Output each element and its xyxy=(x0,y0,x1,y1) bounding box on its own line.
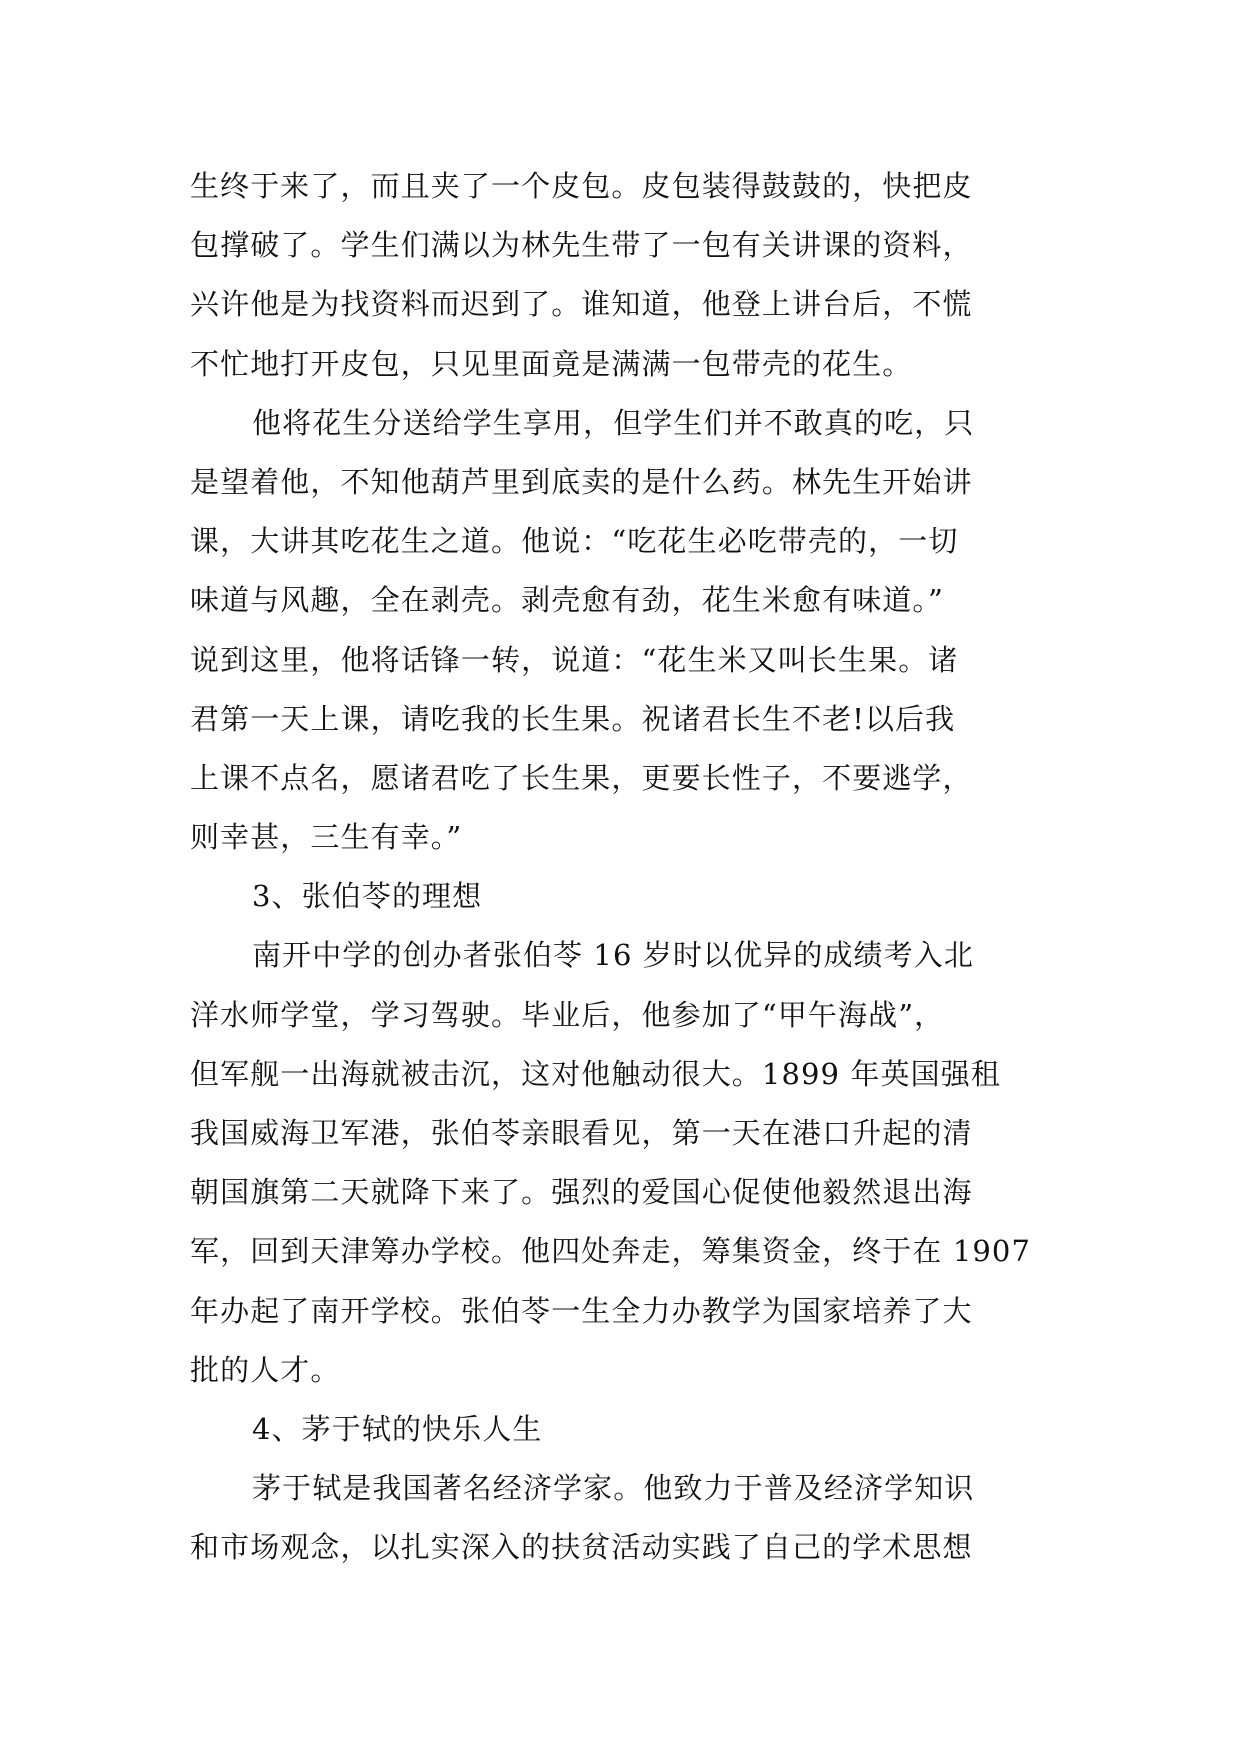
section-heading: 4、茅于轼的快乐人生 xyxy=(252,1411,543,1446)
paragraph-start-line: 南开中学的创办者张伯苓 16 岁时以优异的成绩考入北 xyxy=(252,938,974,973)
text-line: 洋水师学堂，学习驾驶。毕业后，他参加了“甲午海战”， xyxy=(190,997,945,1032)
text-line: 味道与风趣，全在剥壳。剥壳愈有劲，花生米愈有味道。” xyxy=(190,583,944,618)
text-line: 我国威海卫军港，张伯苓亲眼看见，第一天在港口升起的清 xyxy=(190,1116,973,1150)
text-line: 说到这里，他将话锋一转，说道：“花生米又叫长生果。诸 xyxy=(190,642,959,677)
text-line: 朝国旗第二天就降下来了。强烈的爱国心促使他毅然退出海 xyxy=(190,1175,973,1210)
text-line: 生终于来了，而且夹了一个皮包。皮包装得鼓鼓的，快把皮 xyxy=(190,169,973,203)
text-line: 年办起了南开学校。张伯苓一生全力办教学为国家培养了大 xyxy=(190,1293,973,1328)
text-line: 和市场观念，以扎实深入的扶贫活动实践了自己的学术思想 xyxy=(190,1530,973,1565)
paragraph-start-line: 他将花生分送给学生享用，但学生们并不敢真的吃，只 xyxy=(252,405,975,440)
paragraph-start-line: 茅于轼是我国著名经济学家。他致力于普及经济学知识 xyxy=(252,1471,975,1506)
text-line: 上课不点名，愿诸君吃了长生果，更要长性子，不要逃学， xyxy=(190,760,973,795)
text-line: 是望着他，不知他葫芦里到底卖的是什么药。林先生开始讲 xyxy=(190,464,973,499)
text-line: 君第一天上课，请吃我的长生果。祝诸君长生不老!以后我 xyxy=(190,701,956,736)
text-line: 批的人才。 xyxy=(190,1352,341,1387)
text-line: 则幸甚，三生有幸。” xyxy=(190,820,463,855)
text-line: 包撑破了。学生们满以为林先生带了一包有关讲课的资料， xyxy=(190,228,973,263)
document-body xyxy=(190,157,1052,1578)
text-line: 兴许他是为找资料而迟到了。谁知道，他登上讲台后，不慌 xyxy=(190,287,973,322)
text-line: 军，回到天津筹办学校。他四处奔走，筹集资金，终于在 1907 xyxy=(190,1234,1032,1269)
section-heading: 3、张伯苓的理想 xyxy=(252,879,483,914)
text-line: 不忙地打开皮包，只见里面竟是满满一包带壳的花生。 xyxy=(190,346,913,381)
text-line: 课，大讲其吃花生之道。他说：“吃花生必吃带壳的，一切 xyxy=(190,524,959,559)
text-line: 但军舰一出海就被击沉，这对他触动很大。1899 年英国强租 xyxy=(190,1056,1001,1091)
